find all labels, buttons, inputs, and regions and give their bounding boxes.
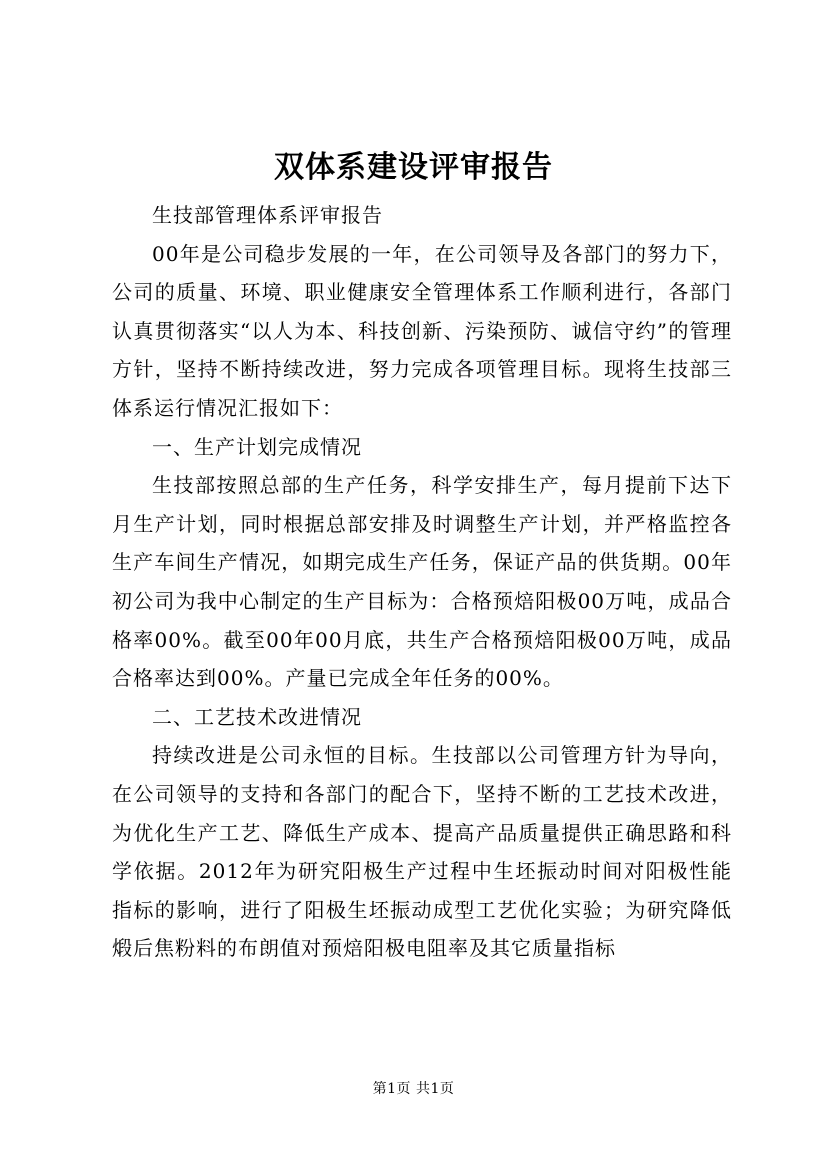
page-footer: 第1页 共1页 [372,1081,455,1097]
section-heading-production: 一、生产计划完成情况 [152,434,362,459]
paragraph-production: 生技部按照总部的生产任务，科学安排生产，每月提前下达下月生产计划，同时根据总部安排及时调整生产计划，并严格监控各生产车间生产情况，如期完成生产任务，保证产品的供货期。00年初公司为我中心制定的生产目标为：合格预焙阳极00万吨，成品合格率00%。截至00年00月底，共生产合格预焙阳极00万吨，成品合格率达到00%。产量已完成全年任务的00%。 [112,473,732,691]
paragraph-subtitle: 生技部管理体系评审报告 [152,203,383,227]
document-body [112,196,732,968]
document-title: 双体系建设评审报告 [274,150,553,185]
paragraph-technology: 持续改进是公司永恒的目标。生技部以公司管理方针为导向，在公司领导的支持和各部门的配合下，坚持不断的工艺技术改进，为优化生产工艺、降低生产成本、提高产品质量提供正确思路和科学依据。2012年为研究阳极生产过程中生坯振动时间对阳极性能指标的影响，进行了阳极生坯振动成型工艺优化实验；为研究降低煅后焦粉料的布朗值对预焙阳极电阻率及其它质量指标 [112,743,732,961]
section-heading-technology: 二、工艺技术改进情况 [152,704,362,729]
paragraph-intro: 00年是公司稳步发展的一年，在公司领导及各部门的努力下，公司的质量、环境、职业健康安全管理体系工作顺利进行，各部门认真贯彻落实“以人为本、科技创新、污染预防、诚信守约”的管理方针，坚持不断持续改进，努力完成各项管理目标。现将生技部三体系运行情况汇报如下： [112,241,732,420]
